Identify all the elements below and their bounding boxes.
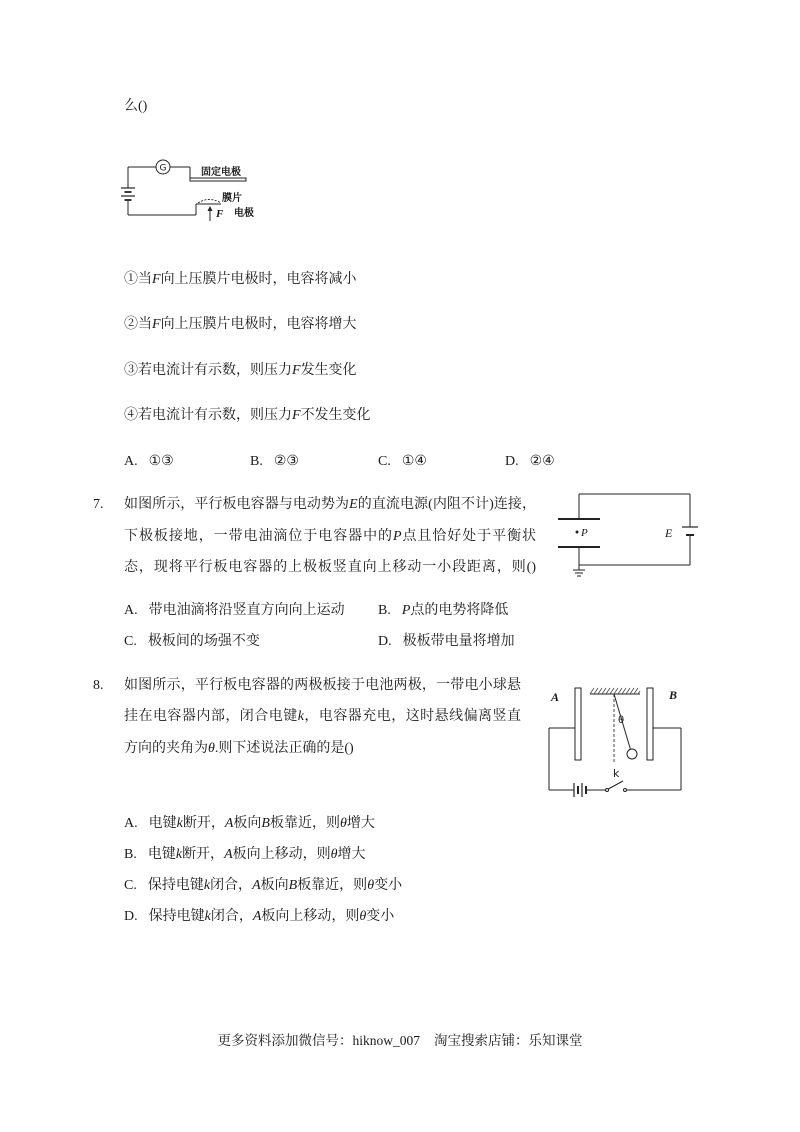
variable-theta: θ xyxy=(208,741,215,756)
option-label: C. xyxy=(124,878,137,893)
fixed-electrode-label: 固定电极 xyxy=(201,167,241,178)
stem-text: 方向的夹角为 xyxy=(124,741,208,756)
stem-text: .则下述说法正确的是() xyxy=(214,741,354,756)
plate-b-label: B xyxy=(669,688,678,702)
stem-text: 挂在电容器内部，闭合电键 xyxy=(124,709,298,724)
q7-option-c xyxy=(124,633,260,651)
footer-shop: 淘宝搜索店铺：乐知课堂 xyxy=(434,1033,583,1048)
option-text: 极板带电量将增加 xyxy=(402,634,515,649)
stem-text: 下极板接地，一带电油滴位于电容器中的 xyxy=(124,529,393,544)
variable-k: k xyxy=(297,709,304,724)
statement-text: ②当 xyxy=(124,317,152,332)
option-text: 板向 xyxy=(233,816,262,831)
pressure-sensor-circuit-figure xyxy=(118,152,263,224)
q6-option-d xyxy=(505,453,555,471)
ceiling-hatch xyxy=(590,688,640,694)
option-label: B. xyxy=(124,847,137,862)
plate-a xyxy=(575,688,581,760)
battery-symbol xyxy=(574,783,586,797)
q8-stem-line-3 xyxy=(124,740,354,758)
option-text: 电键 xyxy=(147,847,176,862)
option-label: D. xyxy=(124,909,138,924)
statement-text: 发生变化 xyxy=(300,363,357,378)
capacitor-source-circuit-figure xyxy=(552,488,702,583)
option-label: D. xyxy=(505,454,519,469)
option-text: 保持电键 xyxy=(148,909,205,924)
membrane-deformed-dashed xyxy=(198,200,221,204)
membrane-label-bottom: 电极 xyxy=(234,208,254,219)
force-arrow-head xyxy=(208,206,213,211)
variable-a: A xyxy=(224,847,233,862)
circuit-wires xyxy=(549,728,681,790)
option-text: 点的电势将降低 xyxy=(410,603,509,618)
force-label: F xyxy=(216,208,224,220)
option-text: 闭合， xyxy=(210,878,253,893)
option-text: 断开， xyxy=(182,816,225,831)
option-label: C. xyxy=(124,634,137,649)
option-text: 带电油滴将沿竖直方向向上运动 xyxy=(148,603,345,618)
battery-symbol xyxy=(121,188,135,200)
variable-k: k xyxy=(204,909,211,924)
switch-contact xyxy=(624,789,627,792)
option-text: 电键 xyxy=(148,816,177,831)
option-text: 变小 xyxy=(374,878,403,893)
ground-symbol xyxy=(573,570,585,576)
variable-b: B xyxy=(261,816,270,831)
point-p-label: P xyxy=(581,527,588,539)
option-label: A. xyxy=(124,603,138,618)
option-text: 保持电键 xyxy=(147,878,204,893)
variable-f: F xyxy=(152,317,161,332)
plate-a-label: A xyxy=(551,690,560,704)
oil-drop-point xyxy=(576,531,579,534)
statement-text: 不发生变化 xyxy=(300,408,371,423)
option-text: 增大 xyxy=(346,816,375,831)
option-text: 板向上移动，则 xyxy=(232,847,331,862)
membrane-label-top: 膜片 xyxy=(222,193,242,204)
switch-k-label: k xyxy=(613,767,620,780)
option-label: B. xyxy=(378,603,391,618)
variable-b: B xyxy=(288,878,298,893)
q8-stem-line-2 xyxy=(124,708,521,726)
stem-text: 如图所示，平行板电容器的两极板接于电池两极，一带电小球悬 xyxy=(124,678,521,693)
variable-theta: θ xyxy=(359,909,367,924)
switch-lever xyxy=(608,781,623,789)
q8-option-b xyxy=(124,846,366,864)
question-number-8: 8. xyxy=(93,678,104,693)
stem-text: 点且恰好处于平衡状 xyxy=(401,529,537,544)
variable-k: k xyxy=(203,878,211,893)
option-text: 板向 xyxy=(260,878,289,893)
pendulum-capacitor-figure xyxy=(543,680,688,802)
option-text: 闭合， xyxy=(210,909,253,924)
question-continuation: 么() xyxy=(124,99,148,114)
variable-e: E xyxy=(349,497,358,512)
stem-text: 如图所示，平行板电容器与电动势为 xyxy=(124,497,350,512)
fixed-electrode-plate xyxy=(190,178,246,181)
emf-label: E xyxy=(665,526,673,540)
q7-option-a xyxy=(124,602,345,620)
variable-theta: θ xyxy=(339,816,347,831)
option-text: ①④ xyxy=(401,454,427,469)
stem-text: 的直流电源(内阻不计)连接， xyxy=(357,497,536,512)
option-label: B. xyxy=(250,454,263,469)
variable-f: F xyxy=(292,363,301,378)
variable-theta: θ xyxy=(330,847,338,862)
question-number-7: 7. xyxy=(93,497,104,512)
stem-text: ，电容器充电，这时悬线偏离竖直 xyxy=(303,709,522,724)
plate-b xyxy=(647,688,653,760)
option-label: A. xyxy=(124,454,138,469)
option-text: ①③ xyxy=(148,454,174,469)
option-label: D. xyxy=(378,634,392,649)
battery-symbol xyxy=(682,527,698,535)
circuit-wires xyxy=(579,494,690,570)
q6-option-b xyxy=(250,453,299,471)
statement-text: ④若电流计有示数，则压力 xyxy=(124,408,292,423)
switch-contact xyxy=(606,789,609,792)
q6-option-c xyxy=(378,453,427,471)
variable-a: A xyxy=(252,909,262,924)
q7-option-b xyxy=(378,602,508,620)
variable-p: P xyxy=(401,603,411,618)
stem-text: 态，现将平行板电容器的上极板竖直向上移动一小段距离，则() xyxy=(124,560,536,575)
option-text: 增大 xyxy=(337,847,366,862)
footer-wechat: 更多资料添加微信号：hiknow_007 xyxy=(217,1033,420,1048)
variable-f: F xyxy=(152,272,161,287)
charged-ball xyxy=(627,749,637,759)
q7-stem-line-2 xyxy=(124,528,536,546)
option-text: 变小 xyxy=(366,909,395,924)
galvanometer-label: G xyxy=(159,163,167,174)
variable-theta: θ xyxy=(367,878,375,893)
variable-f: F xyxy=(292,408,301,423)
switch-k xyxy=(606,781,627,792)
option-text: 板靠近，则 xyxy=(269,816,340,831)
variable-k: k xyxy=(176,816,183,831)
statement-text: ③若电流计有示数，则压力 xyxy=(124,363,292,378)
option-text: 极板间的场强不变 xyxy=(147,634,260,649)
option-text: 板向上移动，则 xyxy=(261,909,360,924)
option-text: 板靠近，则 xyxy=(297,878,368,893)
angle-theta-label: θ xyxy=(618,715,625,726)
variable-a: A xyxy=(224,816,234,831)
q7-stem-line-3 xyxy=(124,559,536,577)
q8-option-a xyxy=(124,815,375,833)
q6-option-a xyxy=(124,453,174,471)
q7-option-d xyxy=(378,633,515,651)
variable-p: P xyxy=(392,529,402,544)
q8-option-d xyxy=(124,908,394,926)
option-text: ②④ xyxy=(529,454,555,469)
statement-3 xyxy=(124,362,357,380)
page-footer xyxy=(0,1032,800,1050)
statement-text: 向上压膜片电极时，电容将增大 xyxy=(160,317,357,332)
option-text: ②③ xyxy=(273,454,299,469)
ceiling-support xyxy=(590,688,640,694)
q7-stem-line-1 xyxy=(124,496,536,514)
q8-option-c xyxy=(124,877,402,895)
statement-1 xyxy=(124,271,357,289)
statement-2 xyxy=(124,316,357,334)
variable-a: A xyxy=(252,878,261,893)
q8-stem-line-1 xyxy=(124,677,521,695)
option-text: 断开， xyxy=(182,847,225,862)
statement-text: ①当 xyxy=(124,272,152,287)
statement-text: 向上压膜片电极时，电容将减小 xyxy=(160,272,357,287)
variable-k: k xyxy=(175,847,183,862)
option-label: C. xyxy=(378,454,391,469)
option-label: A. xyxy=(124,816,138,831)
statement-4 xyxy=(124,407,371,425)
